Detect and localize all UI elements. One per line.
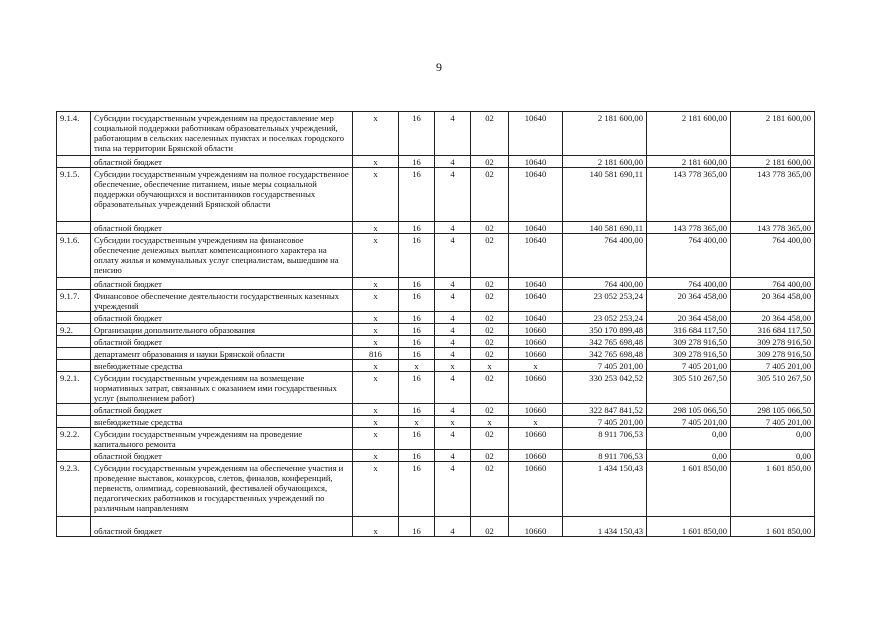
row-description: областной бюджет: [91, 278, 353, 290]
row-value-3: 309 278 916,50: [731, 348, 815, 360]
row-value-2: 7 405 201,00: [647, 416, 731, 428]
table-row: [57, 517, 815, 537]
row-program: 02: [471, 428, 509, 450]
row-value-2: 316 684 117,50: [647, 324, 731, 336]
row-section: х: [399, 360, 435, 372]
row-value-1: 7 405 201,00: [563, 416, 647, 428]
row-description: областной бюджет: [91, 404, 353, 416]
table-row: [57, 372, 815, 404]
row-value-2: 0,00: [647, 428, 731, 450]
row-kvsr: х: [353, 324, 399, 336]
row-kvsr: х: [353, 404, 399, 416]
row-value-3: 20 364 458,00: [731, 312, 815, 324]
row-description: департамент образования и науки Брянской области: [91, 348, 353, 360]
row-subsection: 4: [435, 336, 471, 348]
row-section: 16: [399, 168, 435, 222]
row-code: [57, 336, 91, 348]
row-program: 02: [471, 312, 509, 324]
row-program: 02: [471, 517, 509, 537]
budget-table: [56, 111, 815, 537]
row-program: 02: [471, 404, 509, 416]
row-subprogram: х: [509, 416, 563, 428]
row-kvsr: х: [353, 336, 399, 348]
row-value-1: 23 052 253,24: [563, 290, 647, 312]
row-subsection: 4: [435, 312, 471, 324]
row-kvsr: х: [353, 360, 399, 372]
row-value-3: 298 105 066,50: [731, 404, 815, 416]
table-row: [57, 348, 815, 360]
row-program: 02: [471, 168, 509, 222]
row-value-1: 1 434 150,43: [563, 517, 647, 537]
row-code: 9.2.3.: [57, 462, 91, 517]
row-description: областной бюджет: [91, 336, 353, 348]
row-program: 02: [471, 290, 509, 312]
row-value-1: 322 847 841,52: [563, 404, 647, 416]
row-value-2: 2 181 600,00: [647, 112, 731, 156]
row-kvsr: х: [353, 290, 399, 312]
row-description: Субсидии государственным учреждениям на предоставление мер социальной поддержки работникам образовательных учреждений, работающим в сельских населенных пунктах и поселках городского типа на территории Брянской области: [91, 112, 353, 156]
row-section: 16: [399, 462, 435, 517]
table-row: [57, 360, 815, 372]
row-section: 16: [399, 348, 435, 360]
row-section: 16: [399, 372, 435, 404]
row-subprogram: 10660: [509, 462, 563, 517]
row-kvsr: х: [353, 450, 399, 462]
row-value-2: 20 364 458,00: [647, 290, 731, 312]
row-value-2: 764 400,00: [647, 278, 731, 290]
row-value-2: 305 510 267,50: [647, 372, 731, 404]
row-section: 16: [399, 428, 435, 450]
row-value-3: 0,00: [731, 450, 815, 462]
row-value-1: 7 405 201,00: [563, 360, 647, 372]
row-kvsr: х: [353, 517, 399, 537]
row-description: Субсидии государственным учреждениям на возмещение нормативных затрат, связанных с оказанием ими государственных услуг (выполнением работ): [91, 372, 353, 404]
row-value-3: 764 400,00: [731, 234, 815, 278]
row-value-3: 316 684 117,50: [731, 324, 815, 336]
row-value-3: 143 778 365,00: [731, 222, 815, 234]
table-row: [57, 168, 815, 222]
row-subsection: 4: [435, 348, 471, 360]
row-subsection: 4: [435, 112, 471, 156]
row-value-2: 143 778 365,00: [647, 222, 731, 234]
table-row: [57, 222, 815, 234]
row-section: 16: [399, 278, 435, 290]
row-program: 02: [471, 112, 509, 156]
row-program: х: [471, 416, 509, 428]
row-subsection: х: [435, 416, 471, 428]
row-subsection: 4: [435, 222, 471, 234]
row-description: Субсидии государственным учреждениям на проведение капитального ремонта: [91, 428, 353, 450]
row-section: 16: [399, 450, 435, 462]
table-row: [57, 450, 815, 462]
row-value-2: 0,00: [647, 450, 731, 462]
row-code: [57, 416, 91, 428]
row-description: областной бюджет: [91, 222, 353, 234]
page-number: 9: [436, 60, 442, 74]
row-value-1: 350 170 899,48: [563, 324, 647, 336]
row-description: областной бюджет: [91, 156, 353, 168]
row-subprogram: 10660: [509, 517, 563, 537]
row-kvsr: х: [353, 428, 399, 450]
row-section: 16: [399, 234, 435, 278]
row-value-3: 143 778 365,00: [731, 168, 815, 222]
table-row: [57, 428, 815, 450]
table-row: [57, 416, 815, 428]
row-section: 16: [399, 290, 435, 312]
row-section: х: [399, 416, 435, 428]
row-description: областной бюджет: [91, 517, 353, 537]
row-code: [57, 312, 91, 324]
row-kvsr: х: [353, 112, 399, 156]
row-subprogram: 10640: [509, 234, 563, 278]
row-subprogram: 10640: [509, 168, 563, 222]
row-value-2: 2 181 600,00: [647, 156, 731, 168]
row-value-3: 1 601 850,00: [731, 462, 815, 517]
row-value-2: 298 105 066,50: [647, 404, 731, 416]
row-subsection: 4: [435, 517, 471, 537]
row-value-3: 764 400,00: [731, 278, 815, 290]
row-value-1: 764 400,00: [563, 278, 647, 290]
row-kvsr: х: [353, 156, 399, 168]
table-row: [57, 336, 815, 348]
row-subsection: 4: [435, 168, 471, 222]
table-row: [57, 404, 815, 416]
table-row: [57, 290, 815, 312]
row-program: 02: [471, 278, 509, 290]
row-kvsr: х: [353, 234, 399, 278]
row-kvsr: х: [353, 278, 399, 290]
row-subsection: 4: [435, 462, 471, 517]
table-row: [57, 156, 815, 168]
row-subsection: 4: [435, 290, 471, 312]
row-value-1: 23 052 253,24: [563, 312, 647, 324]
row-description: Субсидии государственным учреждениям на обеспечение участия и проведение выставок, конкурсов, слетов, финалов, конференций, первенств, олимпиад, соревнований, фестивалей обучающихся, педагогических работников и государственных учреждений по различным направлениям: [91, 462, 353, 517]
row-value-1: 342 765 698,48: [563, 348, 647, 360]
row-subprogram: 10640: [509, 312, 563, 324]
table-row: [57, 234, 815, 278]
row-subsection: 4: [435, 278, 471, 290]
row-subprogram: 10660: [509, 348, 563, 360]
row-code: [57, 222, 91, 234]
row-description: внебюджетные средства: [91, 416, 353, 428]
row-description: областной бюджет: [91, 450, 353, 462]
row-value-3: 309 278 916,50: [731, 336, 815, 348]
table-row: [57, 312, 815, 324]
row-program: 02: [471, 348, 509, 360]
row-value-2: 309 278 916,50: [647, 348, 731, 360]
row-section: 16: [399, 312, 435, 324]
row-value-1: 2 181 600,00: [563, 156, 647, 168]
row-code: [57, 278, 91, 290]
row-description: Финансовое обеспечение деятельности государственных казенных учреждений: [91, 290, 353, 312]
row-value-2: 309 278 916,50: [647, 336, 731, 348]
row-kvsr: 816: [353, 348, 399, 360]
row-value-2: 20 364 458,00: [647, 312, 731, 324]
row-description: внебюджетные средства: [91, 360, 353, 372]
row-value-1: 1 434 150,43: [563, 462, 647, 517]
row-kvsr: х: [353, 312, 399, 324]
row-kvsr: х: [353, 462, 399, 517]
row-code: 9.1.7.: [57, 290, 91, 312]
row-subprogram: 10640: [509, 290, 563, 312]
row-code: [57, 517, 91, 537]
row-section: 16: [399, 112, 435, 156]
row-value-1: 140 581 690,11: [563, 222, 647, 234]
row-code: [57, 348, 91, 360]
row-code: [57, 156, 91, 168]
row-value-2: 1 601 850,00: [647, 462, 731, 517]
row-section: 16: [399, 222, 435, 234]
row-description: Субсидии государственным учреждениям на полное государственное обеспечение, обеспечение питанием, иные меры социальной поддержки обучающихся и воспитанников государственных образовательных учреждений Брянской области: [91, 168, 353, 222]
row-section: 16: [399, 156, 435, 168]
row-value-2: 143 778 365,00: [647, 168, 731, 222]
row-value-3: 2 181 600,00: [731, 156, 815, 168]
row-value-1: 8 911 706,53: [563, 450, 647, 462]
row-subsection: 4: [435, 234, 471, 278]
row-code: 9.2.2.: [57, 428, 91, 450]
row-value-1: 2 181 600,00: [563, 112, 647, 156]
row-value-2: 7 405 201,00: [647, 360, 731, 372]
row-value-3: 0,00: [731, 428, 815, 450]
row-section: 16: [399, 404, 435, 416]
row-subsection: 4: [435, 428, 471, 450]
row-value-3: 7 405 201,00: [731, 360, 815, 372]
row-value-1: 8 911 706,53: [563, 428, 647, 450]
row-code: [57, 360, 91, 372]
row-program: 02: [471, 222, 509, 234]
row-description: Организации дополнительного образования: [91, 324, 353, 336]
row-value-2: 764 400,00: [647, 234, 731, 278]
row-kvsr: х: [353, 416, 399, 428]
row-subprogram: 10660: [509, 450, 563, 462]
row-program: 02: [471, 156, 509, 168]
row-subprogram: 10660: [509, 372, 563, 404]
row-value-1: 764 400,00: [563, 234, 647, 278]
row-program: 02: [471, 324, 509, 336]
row-subprogram: 10640: [509, 112, 563, 156]
row-subprogram: 10640: [509, 278, 563, 290]
row-code: [57, 404, 91, 416]
row-subsection: 4: [435, 450, 471, 462]
row-kvsr: х: [353, 168, 399, 222]
row-value-3: 7 405 201,00: [731, 416, 815, 428]
row-program: 02: [471, 450, 509, 462]
row-section: 16: [399, 336, 435, 348]
row-code: 9.1.4.: [57, 112, 91, 156]
row-section: 16: [399, 517, 435, 537]
row-subprogram: 10640: [509, 222, 563, 234]
row-code: [57, 450, 91, 462]
row-section: 16: [399, 324, 435, 336]
row-kvsr: х: [353, 222, 399, 234]
table-row: [57, 462, 815, 517]
row-value-3: 305 510 267,50: [731, 372, 815, 404]
row-description: Субсидии государственным учреждениям на финансовое обеспечение денежных выплат компенсационного характера на оплату жилья и коммунальных услуг специалистам, вышедшим на пенсию: [91, 234, 353, 278]
row-value-1: 342 765 698,48: [563, 336, 647, 348]
row-subsection: 4: [435, 404, 471, 416]
row-value-1: 330 253 042,52: [563, 372, 647, 404]
row-code: 9.1.5.: [57, 168, 91, 222]
row-program: 02: [471, 336, 509, 348]
row-code: 9.2.: [57, 324, 91, 336]
row-subsection: 4: [435, 324, 471, 336]
row-value-3: 2 181 600,00: [731, 112, 815, 156]
row-code: 9.1.6.: [57, 234, 91, 278]
row-kvsr: х: [353, 372, 399, 404]
row-subprogram: 10660: [509, 324, 563, 336]
row-subprogram: 10660: [509, 336, 563, 348]
row-subprogram: 10640: [509, 156, 563, 168]
row-value-2: 1 601 850,00: [647, 517, 731, 537]
row-subprogram: 10660: [509, 428, 563, 450]
row-program: 02: [471, 234, 509, 278]
row-program: х: [471, 360, 509, 372]
table-row: [57, 324, 815, 336]
table-row: [57, 112, 815, 156]
row-subprogram: 10660: [509, 404, 563, 416]
row-code: 9.2.1.: [57, 372, 91, 404]
row-description: областной бюджет: [91, 312, 353, 324]
row-subprogram: х: [509, 360, 563, 372]
row-program: 02: [471, 372, 509, 404]
row-value-1: 140 581 690,11: [563, 168, 647, 222]
row-subsection: 4: [435, 372, 471, 404]
row-program: 02: [471, 462, 509, 517]
row-subsection: х: [435, 360, 471, 372]
row-subsection: 4: [435, 156, 471, 168]
row-value-3: 20 364 458,00: [731, 290, 815, 312]
table-row: [57, 278, 815, 290]
row-value-3: 1 601 850,00: [731, 517, 815, 537]
